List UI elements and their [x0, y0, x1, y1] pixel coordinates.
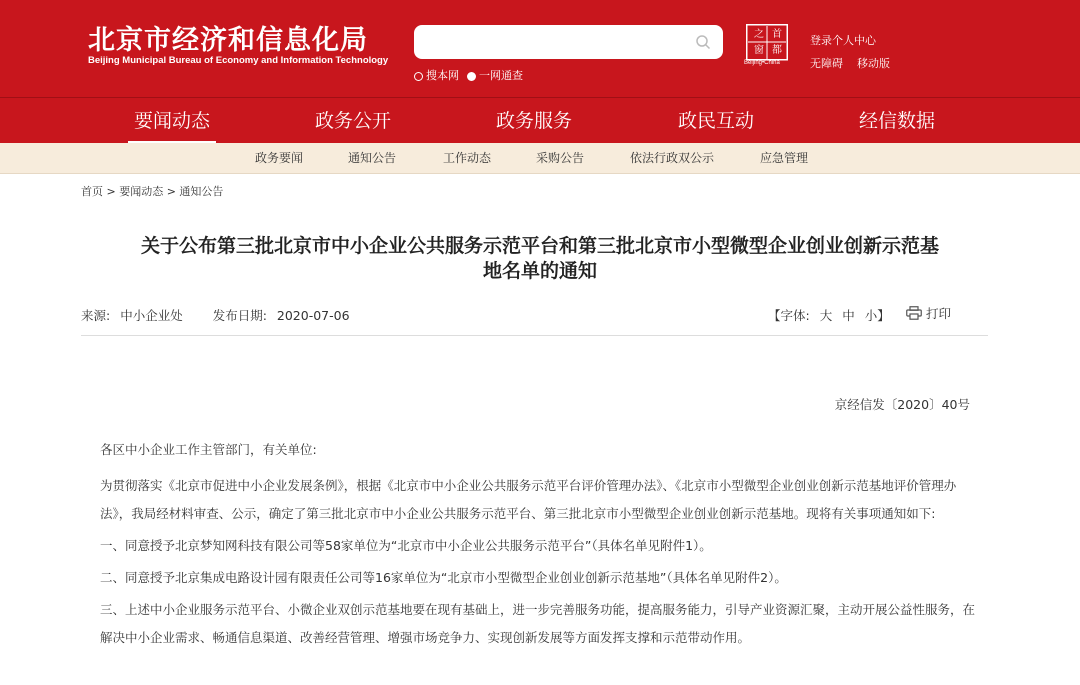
seal-char: 首: [772, 29, 782, 40]
seal-char: 之: [754, 29, 764, 40]
login-link[interactable]: 登录个人中心: [810, 34, 876, 47]
accessibility-link[interactable]: 无障碍: [810, 57, 843, 70]
nav-item-gov-service[interactable]: 政务服务: [495, 110, 573, 132]
date-label: 发布日期:: [212, 308, 267, 323]
mobile-version-link[interactable]: 移动版: [857, 57, 890, 70]
article-paragraph: 各区中小企业工作主管部门，有关单位:: [100, 442, 317, 457]
subnav-item-emergency[interactable]: 应急管理: [759, 151, 809, 165]
subnav-item-work[interactable]: 工作动态: [442, 151, 492, 165]
nav-item-data[interactable]: 经信数据: [858, 110, 936, 132]
sub-nav: [0, 143, 1080, 174]
subnav-item-gov-news[interactable]: 政务要闻: [254, 151, 304, 165]
article-paragraph: 三、上述中小企业服务示范平台、小微企业双创示范基地要在现有基础上，进一步完善服务功能，提高服务能力，引导产业资源汇聚，主动开展公益性服务，在解决中小企业需求、畅通信息渠道、改善经营管理、增强市场竞争力、实现创新发展等方面发挥支撑和示范带动作用。: [100, 602, 976, 645]
subnav-item-notices[interactable]: 通知公告: [347, 151, 397, 165]
nav-item-interaction[interactable]: 政民互动: [677, 110, 755, 132]
source-label: 来源:: [81, 308, 111, 323]
seal-char: 窗: [754, 45, 764, 56]
main-nav: [0, 97, 1080, 144]
radio-checked-icon: [414, 72, 423, 81]
font-size-control: [768, 306, 890, 324]
printer-icon: [906, 306, 922, 320]
font-size-small[interactable]: 小】: [864, 308, 890, 323]
seal-chars: [750, 27, 786, 59]
search-icon[interactable]: [695, 34, 711, 50]
font-size-large[interactable]: 大: [819, 308, 833, 323]
subnav-item-procurement[interactable]: 采购公告: [535, 151, 585, 165]
print-label: 打印: [926, 306, 952, 321]
search-scope-all[interactable]: 一网通查: [467, 67, 523, 83]
article-paragraph: 一、同意授予北京梦知网科技有限公司等58家单位为“北京市中小企业公共服务示范平台”（具体名单见附件1）。: [100, 538, 712, 553]
article-paragraph: 为贯彻落实《北京市促进中小企业发展条例》，根据《北京市中小企业公共服务示范平台评价管理办法》、《北京市小型微型企业创业创新示范基地评价管理办法》，我局经材料审查、公示，确定了第三批北京市中小企业公共服务示范平台、第三批北京市小型微型企业创业创新示范基地。现将有关事项通知如下:: [100, 478, 957, 521]
subnav-item-admin-law[interactable]: 依法行政双公示: [629, 151, 715, 165]
breadcrumb[interactable]: 首页 > 要闻动态 > 通知公告: [81, 185, 224, 198]
nav-item-gov-open[interactable]: 政务公开: [314, 110, 392, 132]
article-title-line: 地名单的通知: [482, 260, 597, 282]
article-body: [100, 436, 980, 656]
font-size-label: 【字体:: [768, 308, 810, 323]
meta-divider: [81, 335, 988, 336]
search-input[interactable]: [414, 25, 723, 59]
nav-item-news[interactable]: 要闻动态: [134, 98, 210, 144]
radio-icon: [467, 72, 476, 81]
article-title-line: 关于公布第三批北京市中小企业公共服务示范平台和第三批北京市小型微型企业创业创新示范基: [140, 235, 939, 257]
article-meta: [81, 306, 356, 324]
font-size-medium[interactable]: 中: [842, 308, 855, 323]
print-button[interactable]: [906, 304, 951, 322]
search-scope-site[interactable]: 搜本网: [414, 67, 459, 83]
seal-caption: Beijing•China: [744, 60, 780, 66]
site-title-cn[interactable]: 北京市经济和信息化局: [88, 25, 368, 56]
top-links: [810, 29, 890, 75]
document-number: 京经信发〔2020〕40号: [834, 397, 970, 412]
date-value: 2020-07-06: [276, 308, 350, 323]
search-scope-options: [414, 67, 523, 83]
source-value: 中小企业处: [120, 308, 183, 323]
article-title: [80, 234, 1000, 284]
site-header: [0, 0, 1080, 97]
article-paragraph: 二、同意授予北京集成电路设计园有限责任公司等16家单位为“北京市小型微型企业创业创新示范基地”（具体名单见附件2）。: [100, 570, 787, 585]
site-title-en: Beijing Municipal Bureau of Economy and Information Technology: [88, 55, 389, 66]
seal-char: 都: [772, 45, 782, 56]
